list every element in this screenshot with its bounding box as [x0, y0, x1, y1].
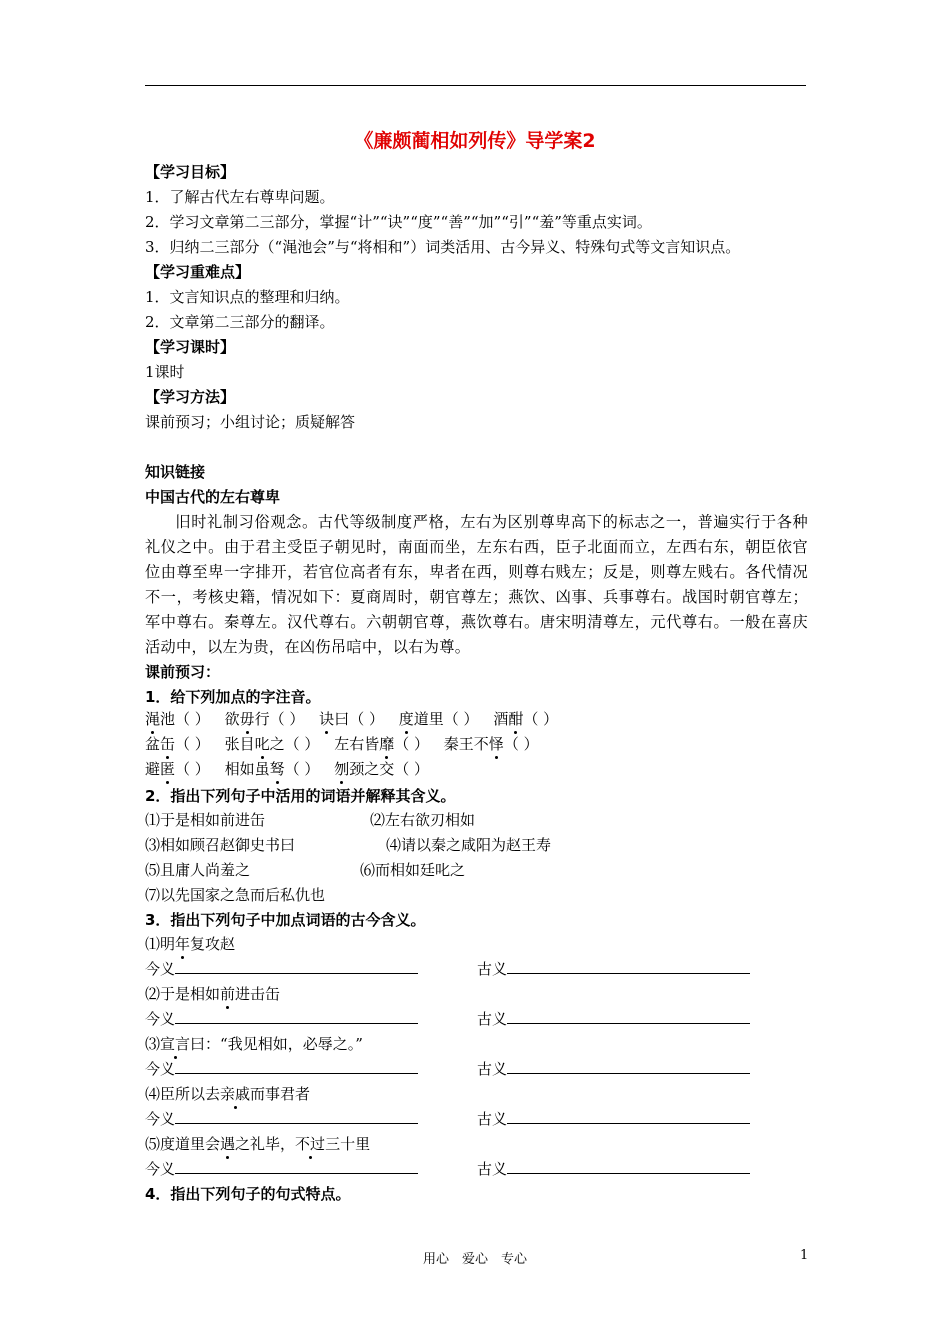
- pinyin-item: 避匿（ ）: [145, 760, 210, 778]
- q3-sentence: ⑶宣言曰：“我见相如，必辱之。”: [145, 1035, 363, 1053]
- q2-sentence: ⑵左右欲刃相如: [370, 811, 476, 829]
- q3-sentence: ⑷臣所以去亲戚而事君者: [145, 1085, 311, 1103]
- jin-label: 今义: [145, 1009, 418, 1029]
- link-heading: 知识链接: [145, 463, 206, 481]
- pinyin-item: 秦王不怿（ ）: [443, 735, 539, 753]
- q2-sentence: ⑴于是相如前进缶: [145, 811, 266, 829]
- page-number: 1: [800, 1248, 809, 1263]
- keypoint-item: 1．文言知识点的整理和归纳。: [145, 288, 350, 306]
- q2-sentence: ⑶相如顾召赵御史书曰: [145, 836, 296, 854]
- link-paragraph: 旧时礼制习俗观念。古代等级制度严格，左右为区别尊卑高下的标志之一，普遍实行于各种礼仪之中。由于君主受臣子朝见时，南面而坐，左东右西，臣子北面而立，左西右东，朝臣依官位由尊至卑一字排开，若官位高者有东，卑者在西，则尊右贱左；反是，则尊左贱右。各代情况不一，考核史籍，情况如下：夏商周时，朝官尊左；燕饮、凶事、兵事尊右。战国时朝官尊左；军中尊右。秦尊左。汉代尊右。六朝朝官尊，燕饮尊右。唐宋明清尊左，元代尊右。一般在喜庆活动中，以左为贵，在凶伤吊唁中，以右为尊。: [145, 513, 808, 656]
- gu-label: 古义: [477, 1009, 750, 1029]
- pinyin-item: 相如虽驽（ ）: [224, 760, 320, 778]
- pinyin-item: 度道里（ ）: [398, 710, 479, 728]
- footer-text: 用心 爱心 专心: [422, 1252, 527, 1267]
- pinyin-item: 酒酣（ ）: [493, 710, 559, 728]
- pinyin-item: 欲毋行（ ）: [224, 710, 305, 728]
- q3-sentence: ⑴明年复攻赵: [145, 935, 236, 953]
- gu-label: 古义: [477, 1159, 750, 1179]
- q2-sentence: ⑹而相如廷叱之: [360, 861, 466, 879]
- header-rule: [145, 85, 806, 86]
- q2-sentence: ⑷请以秦之咸阳为赵王寿: [386, 836, 552, 854]
- keypoints-heading: 【学习重难点】: [145, 263, 251, 281]
- pinyin-item: 渑池（ ）: [145, 710, 210, 728]
- q1-title: 1．给下列加点的字注音。: [145, 688, 321, 706]
- document-title: 《廉颇蔺相如列传》导学案2: [354, 130, 596, 152]
- pinyin-item: 刎颈之交（ ）: [334, 760, 429, 778]
- q1-row: [145, 734, 539, 754]
- pinyin-item: 张目叱之（ ）: [224, 735, 320, 753]
- q1-row: [145, 759, 429, 779]
- jin-label: 今义: [145, 1109, 418, 1129]
- preview-heading: 课前预习：: [145, 663, 221, 681]
- gu-label: 古义: [477, 959, 750, 979]
- hours-heading: 【学习课时】: [145, 338, 236, 356]
- goal-item: 2．学习文章第二三部分，掌握“计”“诀”“度”“善”“加”“引”“羞”等重点实词。: [145, 213, 652, 231]
- goal-item: 3．归纳二三部分（“渑池会”与“将相和”）词类活用、古今异义、特殊句式等文言知识点。: [145, 238, 741, 256]
- q2-title: 2．指出下列句子中活用的词语并解释其含义。: [145, 787, 456, 805]
- method-text: 课前预习；小组讨论；质疑解答: [145, 413, 356, 431]
- q1-row: [145, 709, 558, 729]
- pinyin-item: 盆缶（ ）: [145, 735, 210, 753]
- q4-title: 4．指出下列句子的句式特点。: [145, 1185, 351, 1203]
- q2-sentence: ⑺以先国家之急而后私仇也: [145, 886, 326, 904]
- pinyin-item: 诀曰（ ）: [319, 710, 384, 728]
- jin-label: 今义: [145, 959, 418, 979]
- hours-text: 1课时: [145, 363, 185, 381]
- gu-label: 古义: [477, 1109, 750, 1129]
- q3-sentence: ⑵于是相如前进击缶: [145, 985, 281, 1003]
- pinyin-item: 左右皆靡（ ）: [334, 735, 429, 753]
- gu-label: 古义: [477, 1059, 750, 1079]
- goal-item: 1．了解古代左右尊卑问题。: [145, 188, 335, 206]
- q2-sentence: ⑸且庸人尚羞之: [145, 861, 251, 879]
- jin-label: 今义: [145, 1059, 418, 1079]
- q3-sentence: ⑸度道里会遇之礼毕，不过三十里: [145, 1135, 371, 1153]
- goals-heading: 【学习目标】: [145, 163, 236, 181]
- link-subheading: 中国古代的左右尊卑: [145, 488, 281, 506]
- method-heading: 【学习方法】: [145, 388, 236, 406]
- q3-title: 3．指出下列句子中加点词语的古今含义。: [145, 911, 426, 929]
- jin-label: 今义: [145, 1159, 418, 1179]
- keypoint-item: 2．文章第二三部分的翻译。: [145, 313, 335, 331]
